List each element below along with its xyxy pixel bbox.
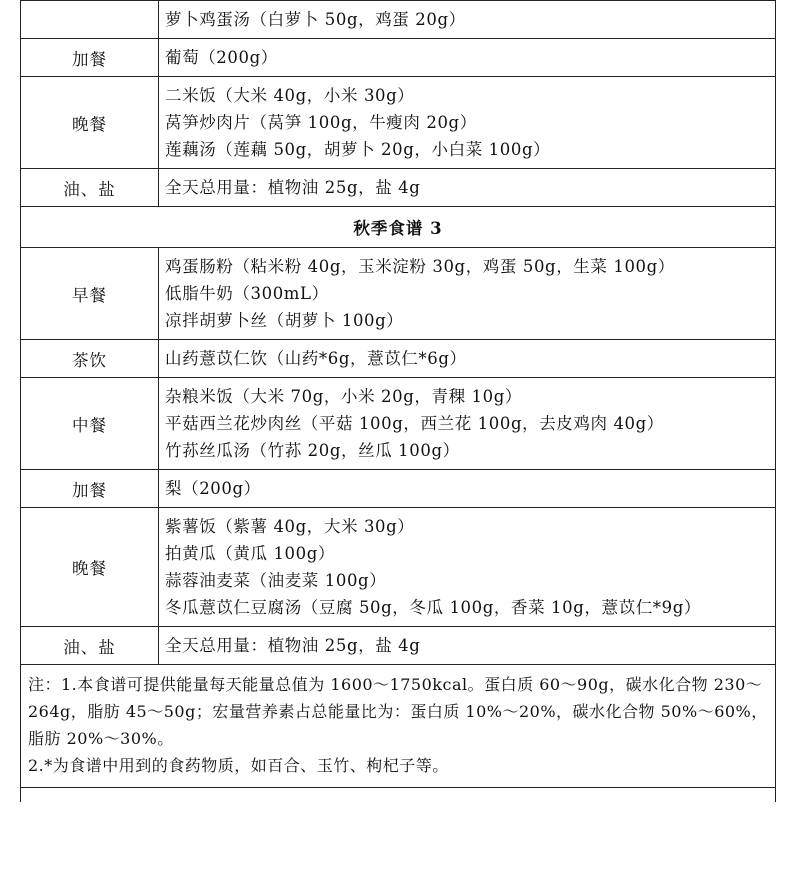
meal-cell: 晚餐 [21,77,159,169]
food-line: 全天总用量：植物油 25g，盐 4g [165,636,421,655]
meal-cell: 晚餐 [21,508,159,627]
meal-cell: 茶饮 [21,340,159,378]
food-line: 杂粮米饭（大米 70g，小米 20g，青稞 10g） [165,387,523,406]
note-line-1: 注：1.本食谱可提供能量每天能量总值为 1600～1750kcal。蛋白质 60～90g，碳水化合物 230～264g，脂肪 45～50g；宏量营养素占总能量比为：蛋白质 10%～20%，碳水化合物 50%～60%，脂肪 20%～30%。 [28,675,768,748]
food-line: 葡萄（200g） [165,48,278,67]
table-row [21,378,776,470]
food-line: 梨（200g） [165,479,261,498]
table-row [21,169,776,207]
notes-row [21,665,776,788]
table-row [21,508,776,627]
notes-cell [21,665,776,788]
food-line: 冬瓜薏苡仁豆腐汤（豆腐 50g，冬瓜 100g，香菜 10g，薏苡仁*9g） [165,598,702,617]
table-row [21,39,776,77]
meal-cell: 油、盐 [21,627,159,665]
foods-cell [159,169,776,207]
food-line: 低脂牛奶（300mL） [165,284,329,303]
food-line: 全天总用量：植物油 25g，盐 4g [165,178,421,197]
autumn-menu-3-rows [21,248,776,665]
tail-cell [21,788,776,803]
food-line: 凉拌胡萝卜丝（胡萝卜 100g） [165,311,404,330]
section-header-body [21,207,776,248]
food-line: 莲藕汤（莲藕 50g，胡萝卜 20g，小白菜 100g） [165,140,551,159]
foods-cell [159,39,776,77]
table-row [21,627,776,665]
foods-cell [159,1,776,39]
foods-cell [159,248,776,340]
table-row [21,77,776,169]
food-line: 鸡蛋肠粉（粘米粉 40g，玉米淀粉 30g，鸡蛋 50g，生菜 100g） [165,257,675,276]
food-line: 拍黄瓜（黄瓜 100g） [165,544,336,563]
notes-body [21,665,776,803]
table-row [21,470,776,508]
section-header-row [21,207,776,248]
food-line: 紫薯饭（紫薯 40g，大米 30g） [165,517,415,536]
meal-cell: 加餐 [21,470,159,508]
autumn-menu-2-body [21,1,776,39]
meal-cell: 油、盐 [21,169,159,207]
foods-cell [159,627,776,665]
menu-page [20,0,776,802]
food-line: 萝卜鸡蛋汤（白萝卜 50g，鸡蛋 20g） [165,10,466,29]
food-line: 二米饭（大米 40g，小米 30g） [165,86,415,105]
table-row [21,248,776,340]
meal-cell: 早餐 [21,248,159,340]
foods-cell [159,340,776,378]
recipe-table [20,0,776,802]
foods-cell [159,470,776,508]
food-line: 平菇西兰花炒肉丝（平菇 100g，西兰花 100g，去皮鸡肉 40g） [165,414,664,433]
food-line: 山药薏苡仁饮（山药*6g，薏苡仁*6g） [165,349,467,368]
autumn-menu-2-rows [21,39,776,207]
meal-cell: 中餐 [21,378,159,470]
note-line-2: 2.*为食谱中用到的食药物质，如百合、玉竹、枸杞子等。 [28,756,449,775]
meal-cell [21,1,159,39]
foods-cell [159,508,776,627]
table-tail-row [21,788,776,803]
food-line: 莴笋炒肉片（莴笋 100g，牛瘦肉 20g） [165,113,477,132]
foods-cell [159,77,776,169]
foods-cell [159,378,776,470]
section-title: 秋季食谱 3 [21,207,776,248]
food-line: 蒜蓉油麦菜（油麦菜 100g） [165,571,387,590]
table-row [21,340,776,378]
meal-cell: 加餐 [21,39,159,77]
table-row [21,1,776,39]
food-line: 竹荪丝瓜汤（竹荪 20g，丝瓜 100g） [165,441,460,460]
